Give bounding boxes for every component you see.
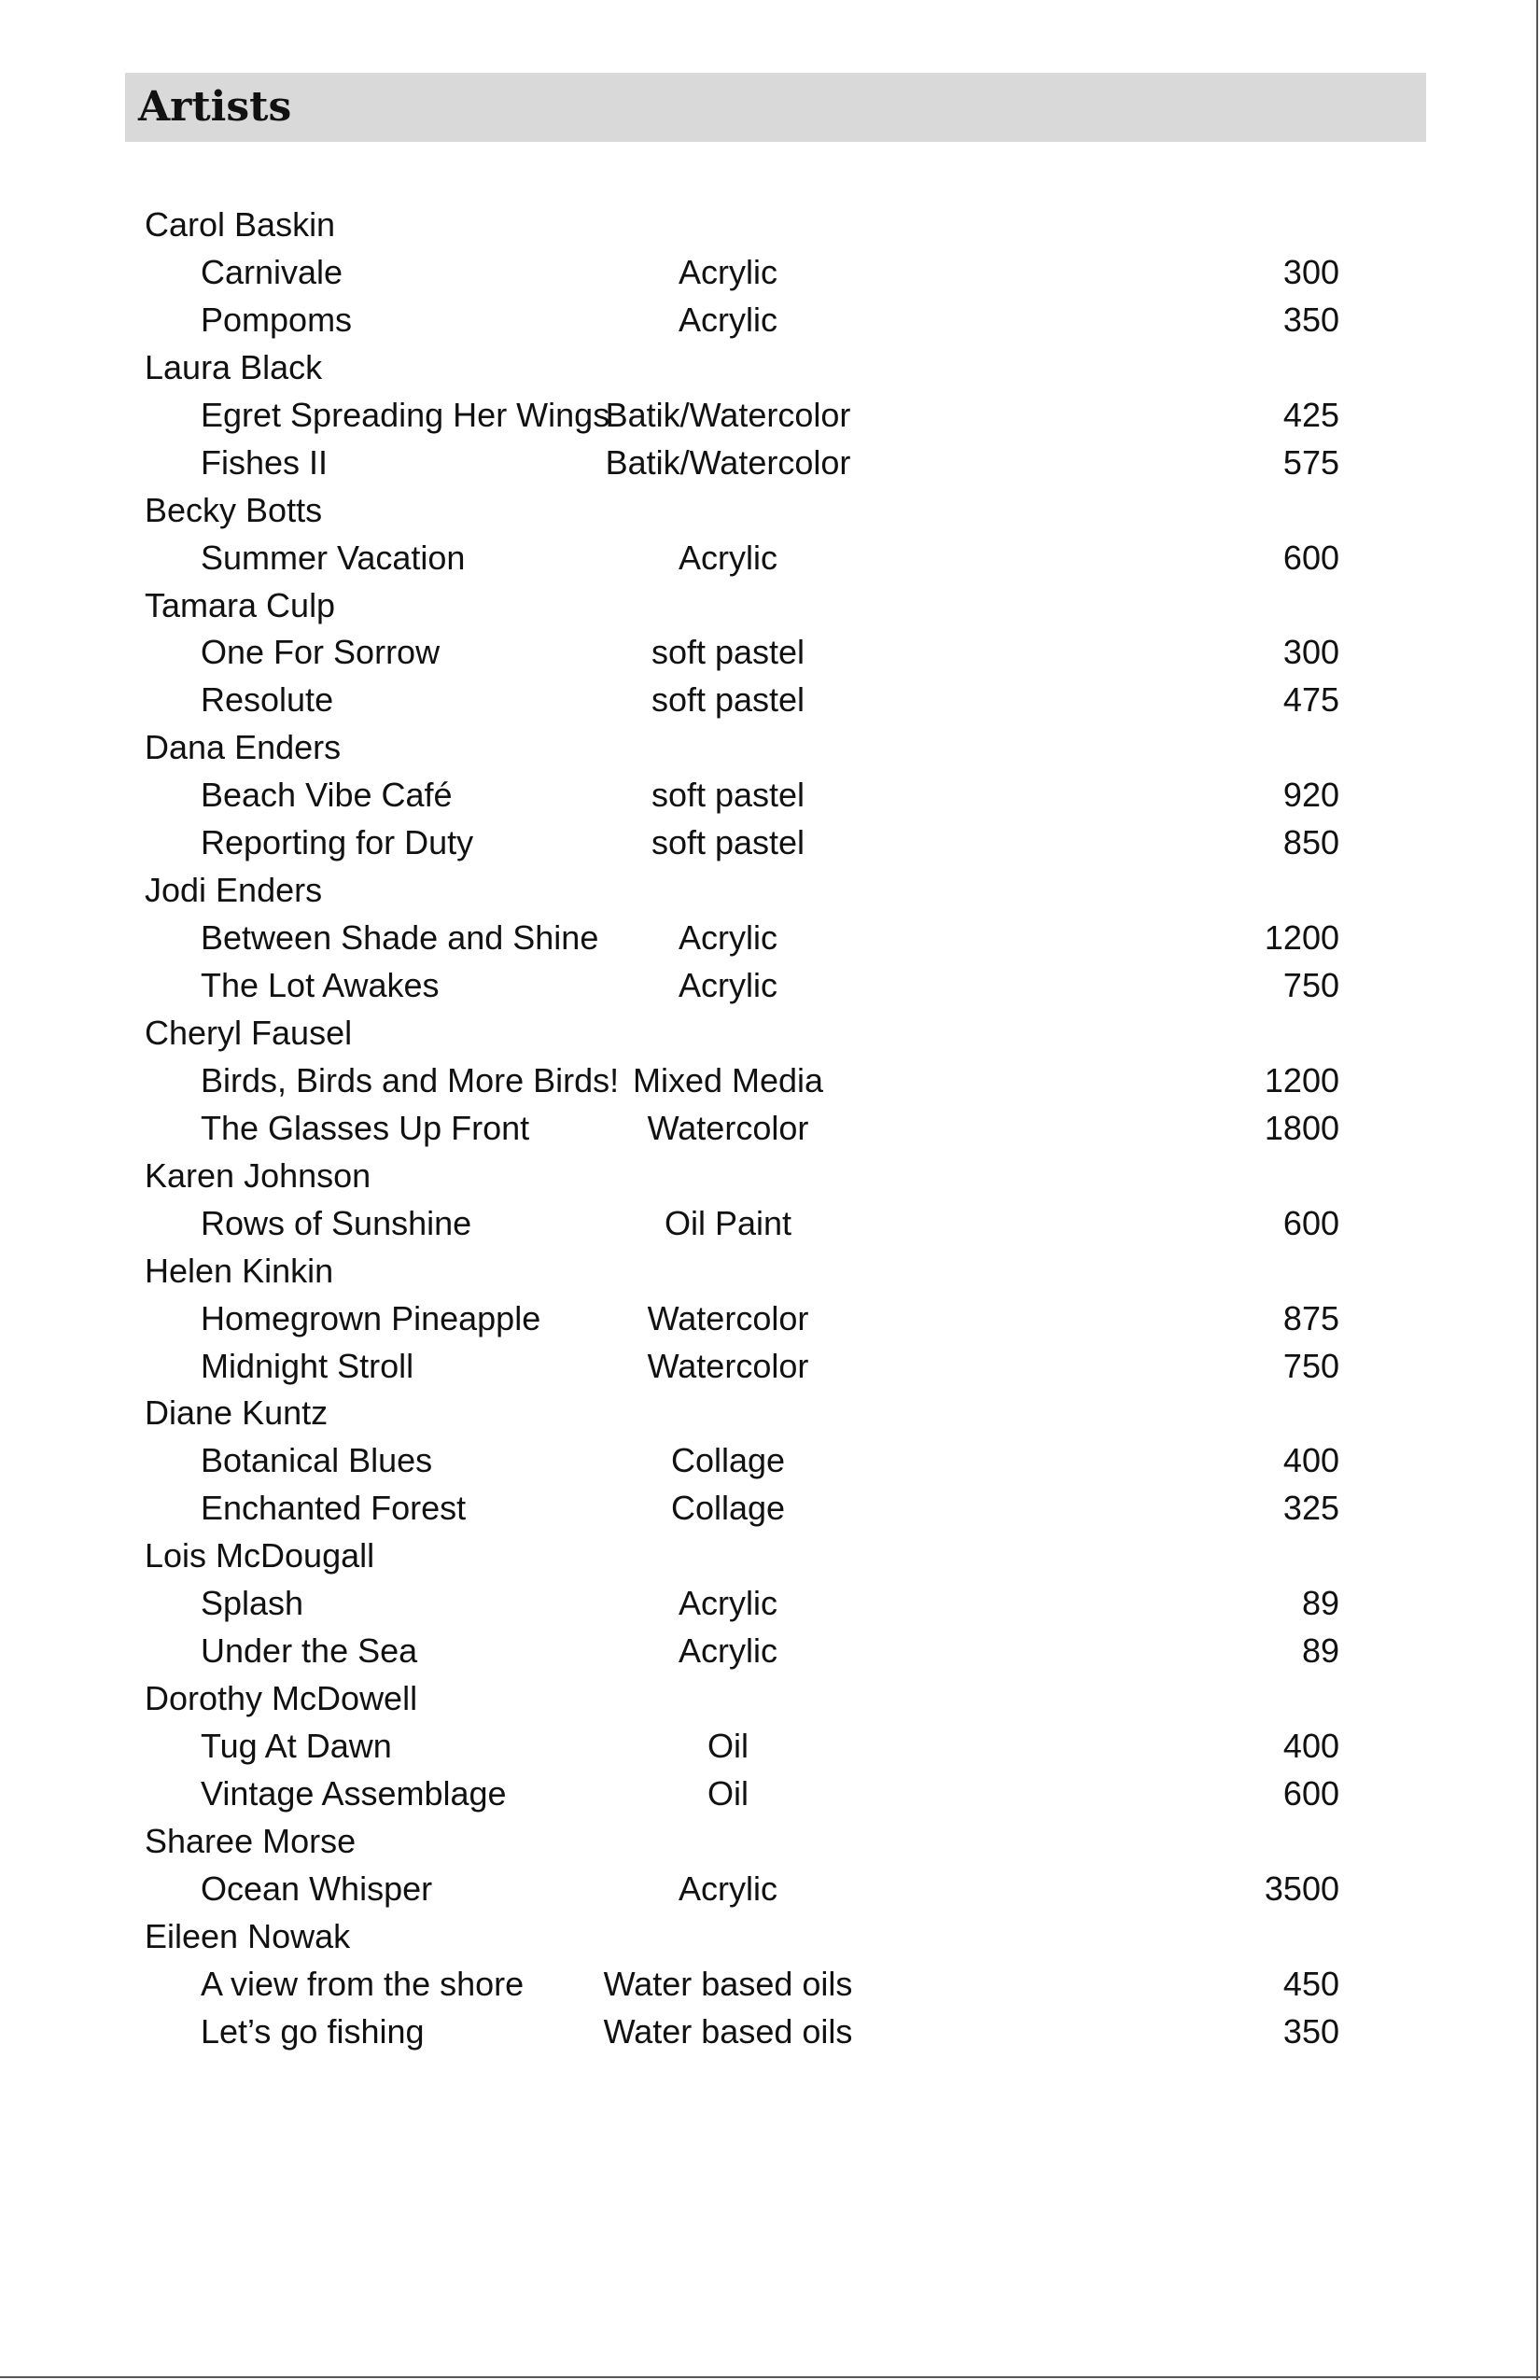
section-title: Artists [138, 83, 292, 131]
artwork-price: 850 [1282, 823, 1339, 862]
artwork-medium: soft pastel [651, 776, 805, 815]
artwork-medium: soft pastel [651, 823, 805, 862]
artwork-title: Birds, Birds and More Birds! [201, 1060, 620, 1099]
artwork-medium: Watercolor [647, 1108, 809, 1147]
artwork-price: 325 [1282, 1489, 1339, 1528]
artist-name: Lois McDougall [145, 1536, 375, 1575]
artwork-title: Midnight Stroll [201, 1346, 414, 1385]
artwork-title: Pompoms [201, 300, 353, 339]
artwork-medium: Oil [707, 1773, 749, 1813]
artwork-title: Between Shade and Shine [201, 918, 599, 958]
artwork-row [145, 1200, 1339, 1248]
artwork-price: 475 [1282, 680, 1339, 720]
artwork-title: Rows of Sunshine [201, 1203, 472, 1242]
artist-row [145, 487, 1339, 535]
artwork-row [145, 1105, 1339, 1153]
artwork-medium: Acrylic [679, 1631, 777, 1671]
artwork-row [145, 962, 1339, 1010]
artwork-row [145, 1580, 1339, 1628]
artist-name: Laura Black [145, 347, 323, 386]
artist-name: Jodi Enders [145, 871, 323, 910]
artwork-price: 350 [1282, 2011, 1339, 2051]
artwork-row [145, 392, 1339, 440]
artwork-price: 425 [1282, 395, 1339, 434]
artist-name: Diane Kuntz [145, 1393, 329, 1433]
artwork-title: Splash [201, 1584, 304, 1623]
artist-row [145, 867, 1339, 915]
page-edge-bottom [0, 2376, 1540, 2378]
artwork-price: 750 [1282, 1346, 1339, 1385]
artist-row [145, 1913, 1339, 1961]
artwork-row [145, 819, 1339, 867]
artwork-medium: Acrylic [679, 538, 777, 577]
artist-row [145, 1675, 1339, 1723]
artwork-price: 750 [1282, 966, 1339, 1004]
artwork-title: Reporting for Duty [201, 823, 474, 862]
artwork-price: 1200 [1264, 1060, 1339, 1099]
artwork-title: Summer Vacation [201, 538, 466, 577]
artwork-title: Tug At Dawn [201, 1727, 392, 1765]
artwork-medium: soft pastel [651, 680, 805, 720]
artist-row [145, 1010, 1339, 1057]
artwork-medium: Batik/Watercolor [605, 442, 851, 482]
artwork-title: Enchanted Forest [201, 1489, 467, 1528]
artist-name: Karen Johnson [145, 1155, 371, 1195]
artwork-medium: Mixed Media [632, 1060, 824, 1099]
artwork-price: 600 [1282, 1203, 1339, 1242]
artwork-row [145, 535, 1339, 582]
artwork-title: Ocean Whisper [201, 1869, 433, 1908]
artist-name: Tamara Culp [145, 585, 336, 624]
section-header-bar [125, 73, 1426, 142]
artist-name: Carol Baskin [145, 205, 336, 244]
artwork-title: The Glasses Up Front [201, 1108, 530, 1147]
artwork-medium: Batik/Watercolor [605, 395, 851, 434]
artist-row [145, 1390, 1339, 1437]
artwork-medium: Watercolor [647, 1346, 809, 1385]
artwork-title: Homegrown Pineapple [201, 1298, 541, 1337]
artist-name: Helen Kinkin [145, 1251, 334, 1290]
artwork-row [145, 1437, 1339, 1485]
artwork-row [145, 1866, 1339, 1913]
artwork-medium: Acrylic [679, 300, 777, 339]
artwork-row [145, 440, 1339, 487]
artist-name: Sharee Morse [145, 1821, 357, 1860]
artwork-price: 300 [1282, 633, 1339, 672]
artwork-price: 1200 [1264, 918, 1339, 958]
artwork-price: 875 [1282, 1298, 1339, 1337]
artwork-price: 400 [1282, 1441, 1339, 1480]
artist-listing [145, 202, 1339, 2056]
artwork-price: 920 [1282, 776, 1339, 815]
artwork-price: 600 [1282, 538, 1339, 577]
artwork-medium: Water based oils [603, 2011, 853, 2051]
artist-name: Dorothy McDowell [145, 1679, 418, 1718]
artwork-title: Egret Spreading Her Wings [201, 395, 610, 434]
artwork-row [145, 1485, 1339, 1533]
artwork-price: 600 [1282, 1773, 1339, 1813]
artwork-medium: Acrylic [679, 1869, 777, 1908]
artwork-price: 3500 [1264, 1869, 1339, 1908]
artist-name: Becky Botts [145, 490, 323, 529]
artwork-row [145, 629, 1339, 677]
artwork-medium: Watercolor [647, 1298, 809, 1337]
artist-name: Eileen Nowak [145, 1916, 351, 1955]
artwork-price: 450 [1282, 1964, 1339, 2003]
artwork-medium: Acrylic [679, 1584, 777, 1623]
artwork-title: The Lot Awakes [201, 966, 440, 1004]
page-edge-right [1536, 0, 1538, 2380]
artwork-row [145, 1295, 1339, 1343]
artwork-medium: Acrylic [679, 966, 777, 1004]
artwork-price: 89 [1301, 1631, 1339, 1671]
artwork-price: 400 [1282, 1727, 1339, 1765]
artwork-row [145, 677, 1339, 724]
artist-row [145, 1818, 1339, 1866]
artwork-title: Resolute [201, 680, 334, 720]
artwork-title: One For Sorrow [201, 633, 441, 672]
artwork-price: 350 [1282, 300, 1339, 339]
artwork-title: Botanical Blues [201, 1441, 433, 1480]
artist-name: Cheryl Fausel [145, 1013, 353, 1052]
artwork-medium: Acrylic [679, 918, 777, 958]
artist-row [145, 202, 1339, 249]
artwork-row [145, 1771, 1339, 1818]
artwork-medium: Acrylic [679, 252, 777, 291]
artwork-title: A view from the shore [201, 1964, 525, 2003]
artwork-title: Under the Sea [201, 1631, 418, 1671]
artist-row [145, 1533, 1339, 1580]
artist-name: Dana Enders [145, 728, 342, 767]
artwork-price: 575 [1282, 442, 1339, 482]
artwork-row [145, 1723, 1339, 1771]
artwork-row [145, 915, 1339, 962]
artwork-medium: Oil [707, 1727, 749, 1765]
artist-row [145, 1153, 1339, 1200]
artwork-medium: Oil Paint [664, 1203, 792, 1242]
artwork-row [145, 1628, 1339, 1675]
artwork-title: Vintage Assemblage [201, 1773, 507, 1813]
artwork-medium: Water based oils [603, 1964, 853, 2003]
artwork-price: 1800 [1264, 1108, 1339, 1147]
artwork-price: 89 [1301, 1584, 1339, 1623]
artwork-row [145, 1343, 1339, 1391]
artwork-row [145, 297, 1339, 344]
artwork-title: Fishes II [201, 442, 329, 482]
artwork-medium: Collage [670, 1441, 786, 1480]
artist-row [145, 1248, 1339, 1295]
artist-row [145, 344, 1339, 392]
artwork-row [145, 1057, 1339, 1105]
artwork-medium: Collage [670, 1489, 786, 1528]
artwork-row [145, 772, 1339, 819]
artwork-row [145, 1961, 1339, 2009]
artwork-title: Carnivale [201, 252, 343, 291]
artwork-medium: soft pastel [651, 633, 805, 672]
artist-row [145, 582, 1339, 630]
artist-row [145, 724, 1339, 772]
artwork-price: 300 [1282, 252, 1339, 291]
artwork-row [145, 2009, 1339, 2056]
artwork-title: Let’s go fishing [201, 2011, 425, 2051]
artwork-title: Beach Vibe Café [201, 776, 453, 815]
artwork-row [145, 249, 1339, 297]
